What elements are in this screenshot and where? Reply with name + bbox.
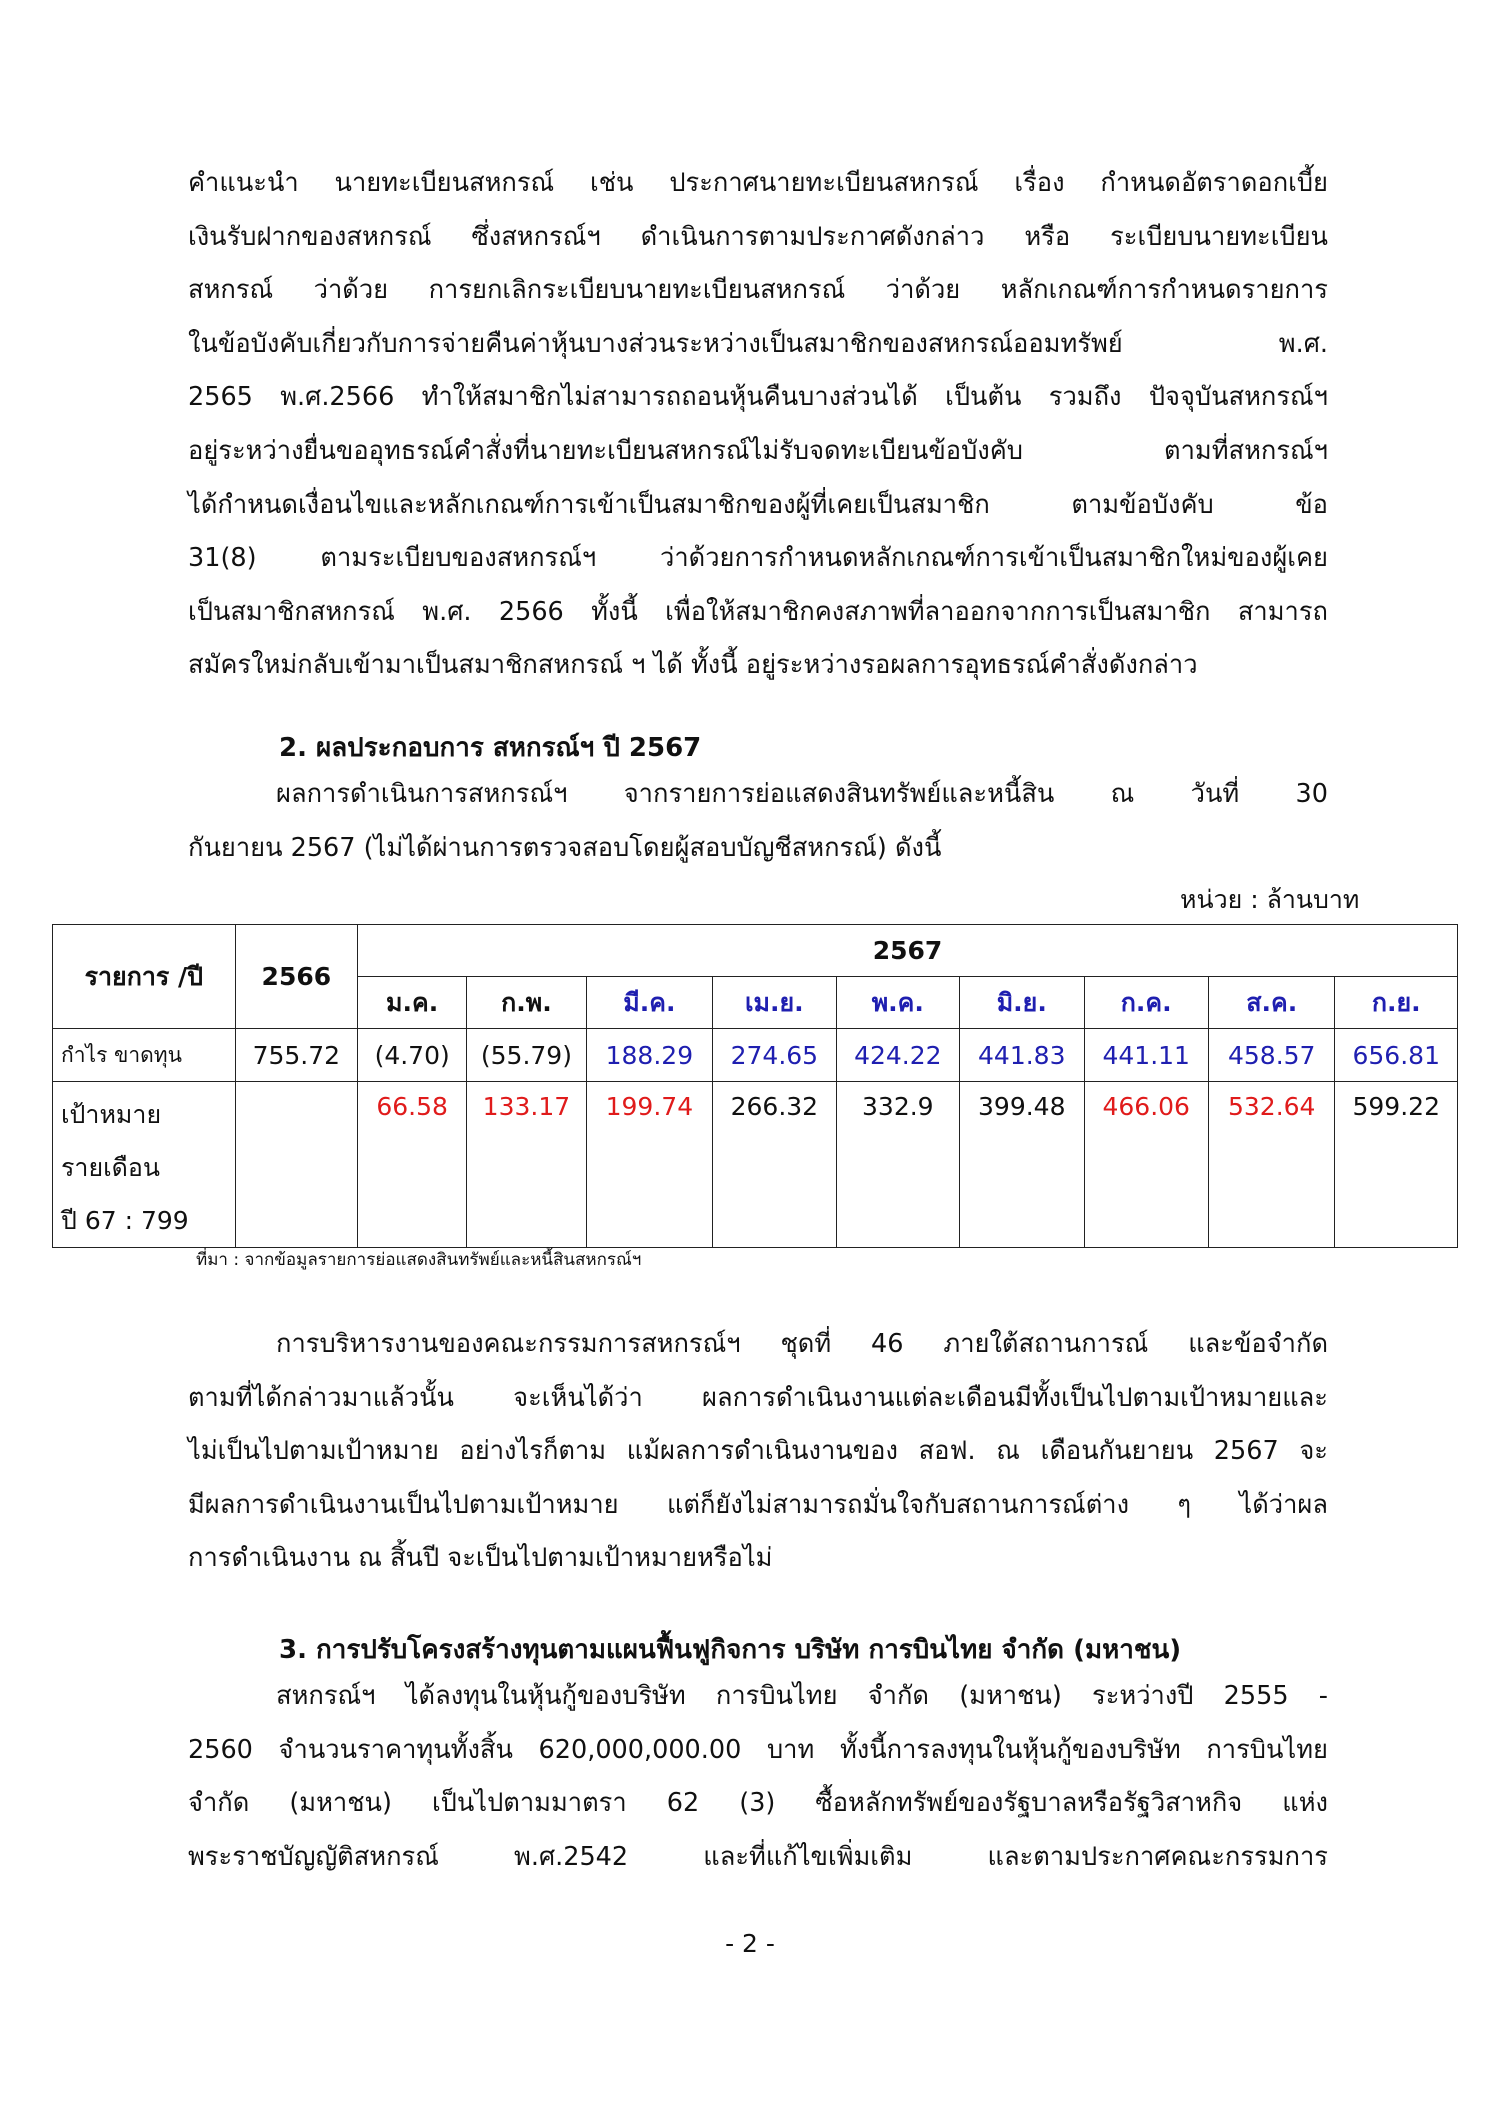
header-month: มี.ค. bbox=[586, 977, 713, 1029]
header-month: ม.ค. bbox=[358, 977, 467, 1029]
unit-label: หน่วย : ล้านบาท bbox=[1180, 885, 1360, 914]
cell-profit-2566: 755.72 bbox=[235, 1029, 357, 1082]
cell-profit: 274.65 bbox=[713, 1029, 836, 1082]
text-line: 2565 พ.ศ.2566 ทำให้สมาชิกไม่สามารถถอนหุ้นคืนบางส่วนได้ เป็นต้น รวมถึง ปัจจุบันสหกรณ์ฯ bbox=[188, 382, 1328, 413]
row-label-line: เป้าหมาย bbox=[61, 1100, 162, 1129]
header-month: พ.ค. bbox=[836, 977, 959, 1029]
cell-target: 199.74 bbox=[586, 1082, 713, 1248]
header-2567: 2567 bbox=[358, 925, 1458, 977]
text-line: มีผลการดำเนินงานเป็นไปตามเป้าหมาย แต่ก็ยังไม่สามารถมั่นใจกับสถานการณ์ต่าง ๆ ได้ว่าผล bbox=[188, 1489, 1328, 1520]
paragraph-continuation bbox=[188, 157, 1328, 693]
table-row-profit bbox=[53, 1029, 1458, 1082]
cell-target: 66.58 bbox=[358, 1082, 467, 1248]
header-month: เม.ย. bbox=[713, 977, 836, 1029]
section-heading-thai-airways: 3. การปรับโครงสร้างทุนตามแผนฟื้นฟูกิจการ บริษัท การบินไทย จำกัด (มหาชน) bbox=[279, 1635, 1182, 1665]
text-line: สหกรณ์ ว่าด้วย การยกเลิกระเบียบนายทะเบียนสหกรณ์ ว่าด้วย หลักเกณฑ์การกำหนดรายการ bbox=[188, 275, 1328, 306]
text-line: สมัครใหม่กลับเข้ามาเป็นสมาชิกสหกรณ์ ฯ ได้ ทั้งนี้ อยู่ระหว่างรอผลการอุทธรณ์คำสั่งดังกล่าว bbox=[188, 650, 1198, 681]
cell-profit: 441.83 bbox=[960, 1029, 1084, 1082]
page-number: - 2 - bbox=[725, 1929, 775, 1958]
text-line: ไม่เป็นไปตามเป้าหมาย อย่างไรก็ตาม แม้ผลการดำเนินงานของ สอฟ. ณ เดือนกันยายน 2567 จะ bbox=[188, 1436, 1328, 1467]
text-line: เงินรับฝากของสหกรณ์ ซึ่งสหกรณ์ฯ ดำเนินการตามประกาศดังกล่าว หรือ ระเบียบนายทะเบียน bbox=[188, 221, 1328, 252]
header-month: ก.พ. bbox=[467, 977, 586, 1029]
text-line: จำกัด (มหาชน) เป็นไปตามมาตรา 62 (3) ซื้อหลักทรัพย์ของรัฐบาลหรือรัฐวิสาหกิจ แห่ง bbox=[188, 1788, 1328, 1819]
cell-profit: 188.29 bbox=[586, 1029, 713, 1082]
cell-target: 332.9 bbox=[836, 1082, 959, 1248]
row-label-line: ปี 67 : 799 bbox=[61, 1206, 189, 1235]
text-line: 31(8) ตามระเบียบของสหกรณ์ฯ ว่าด้วยการกำหนดหลักเกณฑ์การเข้าเป็นสมาชิกใหม่ของผู้เคย bbox=[188, 543, 1328, 574]
cell-profit: 441.11 bbox=[1084, 1029, 1208, 1082]
text-line: ผลการดำเนินการสหกรณ์ฯ จากรายการย่อแสดงสินทรัพย์และหนี้สิน ณ วันที่ 30 bbox=[276, 779, 1328, 809]
section-heading-performance: 2. ผลประกอบการ สหกรณ์ฯ ปี 2567 bbox=[279, 733, 702, 763]
cell-profit: 424.22 bbox=[836, 1029, 959, 1082]
cell-target: 266.32 bbox=[713, 1082, 836, 1248]
text-line: พระราชบัญญัติสหกรณ์ พ.ศ.2542 และที่แก้ไขเพิ่มเติม และตามประกาศคณะกรรมการ bbox=[188, 1841, 1328, 1872]
paragraph-thai-airways bbox=[188, 1670, 1328, 1884]
text-line: ได้กำหนดเงื่อนไขและหลักเกณฑ์การเข้าเป็นสมาชิกของผู้ที่เคยเป็นสมาชิก ตามข้อบังคับ ข้อ bbox=[188, 489, 1328, 520]
cell-target: 532.64 bbox=[1208, 1082, 1335, 1248]
text-line: การบริหารงานของคณะกรรมการสหกรณ์ฯ ชุดที่ 46 ภายใต้สถานการณ์ และข้อจำกัด bbox=[276, 1329, 1328, 1359]
cell-target: 466.06 bbox=[1084, 1082, 1208, 1248]
paragraph-committee-management bbox=[188, 1318, 1328, 1586]
header-month: มิ.ย. bbox=[960, 977, 1084, 1029]
row-label-profit: กำไร ขาดทุน bbox=[53, 1029, 236, 1082]
cell-profit: (55.79) bbox=[467, 1029, 586, 1082]
cell-target: 133.17 bbox=[467, 1082, 586, 1248]
text-line: เป็นสมาชิกสหกรณ์ พ.ศ. 2566 ทั้งนี้ เพื่อให้สมาชิกคงสภาพที่ลาออกจากการเป็นสมาชิก สามารถ bbox=[188, 596, 1328, 627]
row-label-target bbox=[53, 1082, 236, 1248]
text-line: อยู่ระหว่างยื่นขออุทธรณ์คำสั่งที่นายทะเบียนสหกรณ์ไม่รับจดทะเบียนข้อบังคับ ตามที่สหกรณ์ฯ bbox=[188, 435, 1328, 466]
cell-target: 599.22 bbox=[1335, 1082, 1458, 1248]
cell-profit: (4.70) bbox=[358, 1029, 467, 1082]
cell-profit: 656.81 bbox=[1335, 1029, 1458, 1082]
paragraph-performance-intro bbox=[188, 768, 1328, 875]
text-line: 2560 จำนวนราคาทุนทั้งสิ้น 620,000,000.00 บาท ทั้งนี้การลงทุนในหุ้นกู้ของบริษัท การบินไทย bbox=[188, 1734, 1328, 1765]
performance-table bbox=[52, 924, 1458, 1248]
header-month: ก.ค. bbox=[1084, 977, 1208, 1029]
row-label-line: รายเดือน bbox=[61, 1153, 160, 1182]
text-line: ในข้อบังคับเกี่ยวกับการจ่ายคืนค่าหุ้นบางส่วนระหว่างเป็นสมาชิกของสหกรณ์ออมทรัพย์ พ.ศ. bbox=[188, 328, 1328, 359]
header-2566: 2566 bbox=[235, 925, 357, 1029]
cell-target: 399.48 bbox=[960, 1082, 1084, 1248]
cell-target-2566 bbox=[235, 1082, 357, 1248]
header-item-year: รายการ /ปี bbox=[53, 925, 236, 1029]
text-line: กันยายน 2567 (ไม่ได้ผ่านการตรวจสอบโดยผู้สอบบัญชีสหกรณ์) ดังนี้ bbox=[188, 832, 942, 863]
text-line: สหกรณ์ฯ ได้ลงทุนในหุ้นกู้ของบริษัท การบินไทย จำกัด (มหาชน) ระหว่างปี 2555 - bbox=[276, 1681, 1328, 1711]
text-line: ตามที่ได้กล่าวมาแล้วนั้น จะเห็นได้ว่า ผลการดำเนินงานแต่ละเดือนมีทั้งเป็นไปตามเป้าหมายและ bbox=[188, 1382, 1328, 1413]
text-line: คำแนะนำ นายทะเบียนสหกรณ์ เช่น ประกาศนายทะเบียนสหกรณ์ เรื่อง กำหนดอัตราดอกเบี้ย bbox=[188, 168, 1328, 198]
header-month: ก.ย. bbox=[1335, 977, 1458, 1029]
header-month: ส.ค. bbox=[1208, 977, 1335, 1029]
text-line: การดำเนินงาน ณ สิ้นปี จะเป็นไปตามเป้าหมายหรือไม่ bbox=[188, 1543, 773, 1574]
cell-profit: 458.57 bbox=[1208, 1029, 1335, 1082]
source-note: ที่มา : จากข้อมูลรายการย่อแสดงสินทรัพย์และหนี้สินสหกรณ์ฯ bbox=[196, 1250, 642, 1270]
table-row-target bbox=[53, 1082, 1458, 1248]
